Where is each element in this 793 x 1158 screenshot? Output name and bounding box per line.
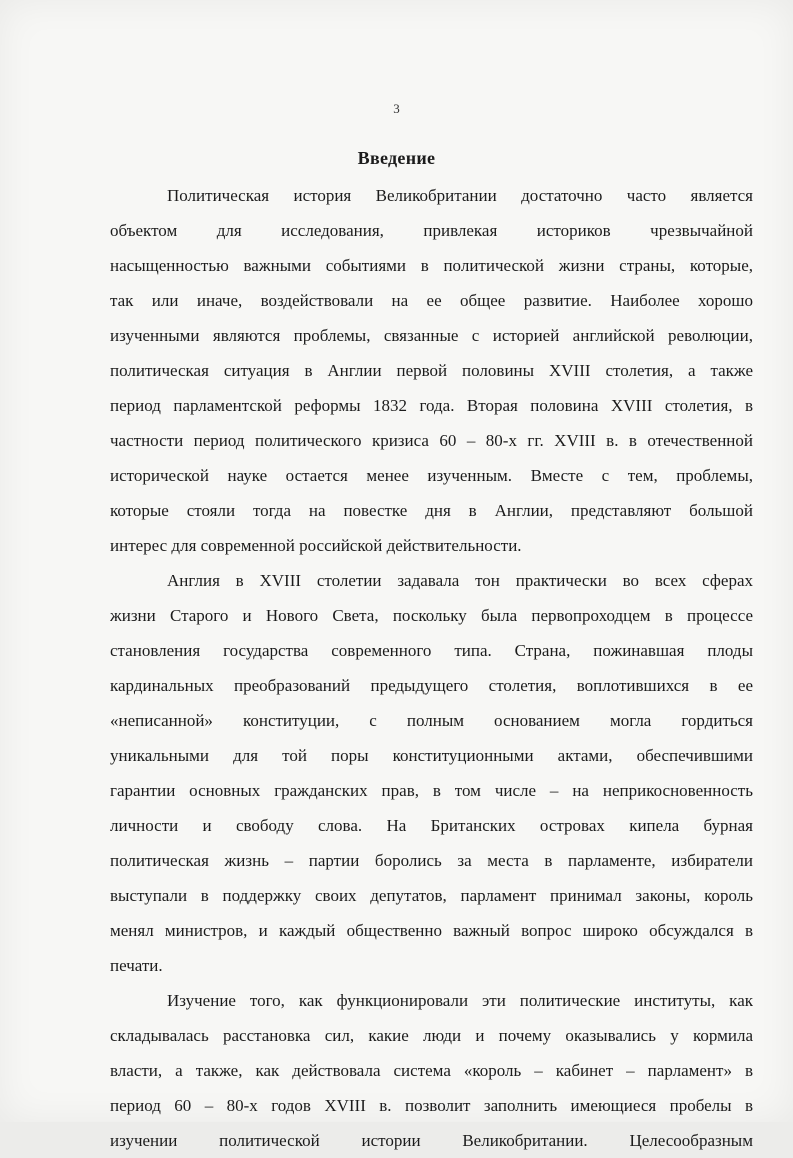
text-line: гарантии основных гражданских прав, в том числе – на неприкосновенность	[110, 781, 753, 800]
text-line: так или иначе, воздействовали на ее общее развитие. Наиболее хорошо	[110, 291, 753, 310]
paragraph-2	[110, 563, 753, 983]
text-line: Политическая история Великобритании достаточно часто является	[167, 186, 753, 205]
text-line: изученными являются проблемы, связанные с историей английской революции,	[110, 326, 753, 345]
text-line: период парламентской реформы 1832 года. Вторая половина XVIII столетия, в	[110, 396, 753, 415]
page-number: 3	[393, 101, 400, 116]
text-line: период 60 – 80-х годов XVIII в. позволит заполнить имеющиеся пробелы в	[110, 1096, 753, 1115]
text-line: объектом для исследования, привлекая историков чрезвычайной	[110, 221, 753, 240]
text-line: частности период политического кризиса 60 – 80-х гг. XVIII в. в отечественной	[110, 431, 753, 450]
text-line: менял министров, и каждый общественно важный вопрос широко обсуждался в	[110, 921, 753, 940]
paragraph-3	[110, 983, 753, 1158]
text-line: становления государства современного типа. Страна, пожинавшая плоды	[110, 641, 753, 660]
text-line: выступали в поддержку своих депутатов, парламент принимал законы, король	[110, 886, 753, 905]
text-line: изучении политической истории Великобритании. Целесообразным	[110, 1131, 753, 1150]
body-text	[110, 178, 753, 1158]
text-line: печати.	[110, 956, 163, 975]
text-line: которые стояли тогда на повестке дня в Англии, представляют большой	[110, 501, 753, 520]
text-line: «неписанной» конституции, с полным основанием могла гордиться	[110, 711, 753, 730]
text-line: жизни Старого и Нового Света, поскольку была первопроходцем в процессе	[110, 606, 753, 625]
text-line: личности и свободу слова. На Британских островах кипела бурная	[110, 816, 753, 835]
text-line: политическая ситуация в Англии первой половины XVIII столетия, а также	[110, 361, 753, 380]
text-line: интерес для современной российской действительности.	[110, 536, 522, 555]
text-line: насыщенностью важными событиями в политической жизни страны, которые,	[110, 256, 753, 275]
text-line: уникальными для той поры конституционными актами, обеспечившими	[110, 746, 753, 765]
text-line: политическая жизнь – партии боролись за места в парламенте, избиратели	[110, 851, 753, 870]
text-line: складывалась расстановка сил, какие люди и почему оказывались у кормила	[110, 1026, 753, 1045]
section-heading: Введение	[357, 148, 436, 168]
text-line: Изучение того, как функционировали эти политические институты, как	[167, 991, 753, 1010]
paragraph-1	[110, 178, 753, 563]
text-line: кардинальных преобразований предыдущего столетия, воплотившихся в ее	[110, 676, 753, 695]
text-line: власти, а также, как действовала система «король – кабинет – парламент» в	[110, 1061, 753, 1080]
text-line: Англия в XVIII столетии задавала тон практически во всех сферах	[167, 571, 753, 590]
text-line: исторической науке остается менее изученным. Вместе с тем, проблемы,	[110, 466, 753, 485]
